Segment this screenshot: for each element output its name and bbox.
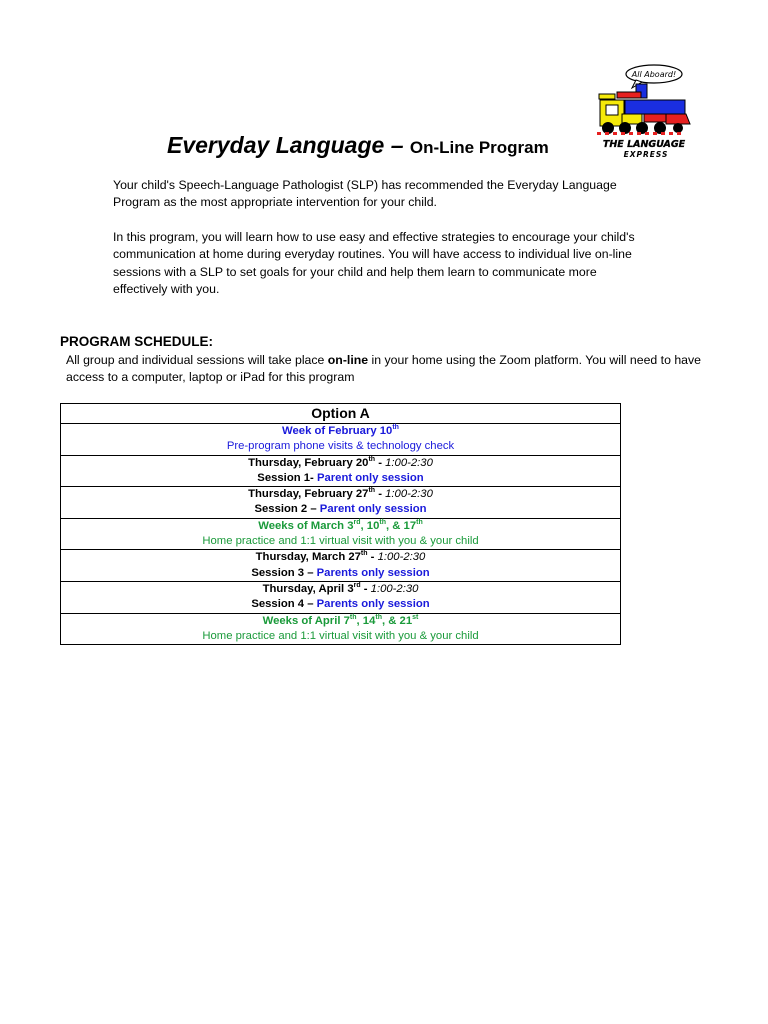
train-icon <box>592 62 692 162</box>
language-express-logo <box>592 62 692 162</box>
table-row <box>61 613 621 645</box>
ordinal: th <box>375 613 382 621</box>
session-label: Session 2 – <box>254 503 320 516</box>
separator: - <box>360 582 371 595</box>
session-type: Parent only session <box>319 503 427 516</box>
session-time: 1:00-2:30 <box>370 582 419 595</box>
session-date-line <box>61 582 620 597</box>
session-date: Thursday, February 27 <box>248 488 369 501</box>
session-line <box>61 502 620 517</box>
ordinal: st <box>412 613 419 621</box>
separator: - <box>375 488 386 501</box>
ordinal: rd <box>353 582 361 590</box>
table-row <box>61 424 621 456</box>
session-line <box>61 597 620 612</box>
session-date: Thursday, March 27 <box>255 551 361 564</box>
ordinal: th <box>392 424 399 432</box>
session-date: Thursday, April 3 <box>262 582 354 595</box>
intro-text <box>113 177 643 315</box>
week-text: , 14 <box>356 614 376 627</box>
session-date: Thursday, February 20 <box>248 456 369 469</box>
ordinal: th <box>368 487 376 495</box>
option-label: Option A <box>61 404 621 424</box>
ordinal: th <box>368 455 376 463</box>
session-time: 1:00-2:30 <box>385 488 433 501</box>
intro-paragraph-1: Your child's Speech-Language Pathologist (SLP) has recommended the Everyday Language Program as the most appropriate intervention for your child. <box>113 178 617 210</box>
week-text: Week of February 10 <box>282 425 393 437</box>
schedule-cell <box>61 581 621 613</box>
session-time: 1:00-2:30 <box>377 551 426 564</box>
schedule-cell <box>61 613 621 645</box>
title-dash: – <box>384 132 410 158</box>
table-row <box>61 518 621 550</box>
logo-line1: THE LANGUAGE <box>602 139 686 150</box>
ordinal: th <box>349 613 357 621</box>
schedule-cell <box>61 424 621 456</box>
separator: - <box>375 456 386 469</box>
session-line <box>61 471 620 486</box>
schedule-cell <box>61 518 621 550</box>
logo-bubble-text: All Aboard! <box>631 70 677 79</box>
session-label: Session 1- <box>257 471 317 484</box>
table-row <box>61 404 621 424</box>
schedule-table <box>60 403 621 645</box>
ordinal: th <box>416 519 423 527</box>
schedule-heading: PROGRAM SCHEDULE: <box>60 334 214 349</box>
week-text: Weeks of April 7 <box>262 614 350 627</box>
separator: - <box>367 551 378 564</box>
week-text: , 10 <box>360 519 380 532</box>
session-date-line <box>61 550 620 565</box>
session-label: Session 3 – <box>251 566 317 579</box>
title-main: Everyday Language <box>167 132 385 158</box>
schedule-desc-after: in your home using the Zoom platform. You will need to have access to a computer, laptop or iPad for this program <box>66 353 702 385</box>
logo-line2: EXPRESS <box>623 150 669 159</box>
week-text: , & 17 <box>385 519 417 532</box>
table-row <box>61 487 621 519</box>
title-sub: On-Line Program <box>409 138 549 157</box>
schedule-cell <box>61 550 621 582</box>
session-type: Parents only session <box>316 566 430 579</box>
ordinal: th <box>379 519 386 527</box>
week-heading <box>61 424 620 439</box>
week-note: Home practice and 1:1 virtual visit with you & your child <box>202 535 479 548</box>
session-label: Session 4 – <box>251 598 317 611</box>
schedule-description <box>66 352 706 387</box>
page-title <box>167 130 549 163</box>
week-text: Weeks of March 3 <box>258 519 354 532</box>
week-text: , & 21 <box>381 614 413 627</box>
week-note: Home practice and 1:1 virtual visit with you & your child <box>202 629 479 642</box>
session-line <box>61 566 620 581</box>
schedule-desc-bold: on-line <box>327 353 369 367</box>
week-note: Pre-program phone visits & technology check <box>226 440 455 453</box>
ordinal: rd <box>353 519 361 527</box>
schedule-cell <box>61 487 621 519</box>
session-date-line <box>61 487 620 502</box>
table-row <box>61 455 621 487</box>
intro-paragraph-2: In this program, you will learn how to use easy and effective strategies to encourage your child's communication at home during everyday routines. You will have access to individual live on-line sessions with a SLP to set goals for your child and help them learn to communicate more effectively with you. <box>113 229 635 297</box>
table-row <box>61 550 621 582</box>
session-date-line <box>61 456 620 471</box>
week-heading <box>61 519 620 534</box>
table-row <box>61 581 621 613</box>
schedule-desc-before: All group and individual sessions will take place <box>66 353 328 367</box>
session-type: Parent only session <box>316 471 424 484</box>
week-heading <box>61 614 620 629</box>
session-time: 1:00-2:30 <box>385 456 433 469</box>
schedule-cell <box>61 455 621 487</box>
ordinal: th <box>360 550 368 558</box>
session-type: Parents only session <box>316 598 430 611</box>
